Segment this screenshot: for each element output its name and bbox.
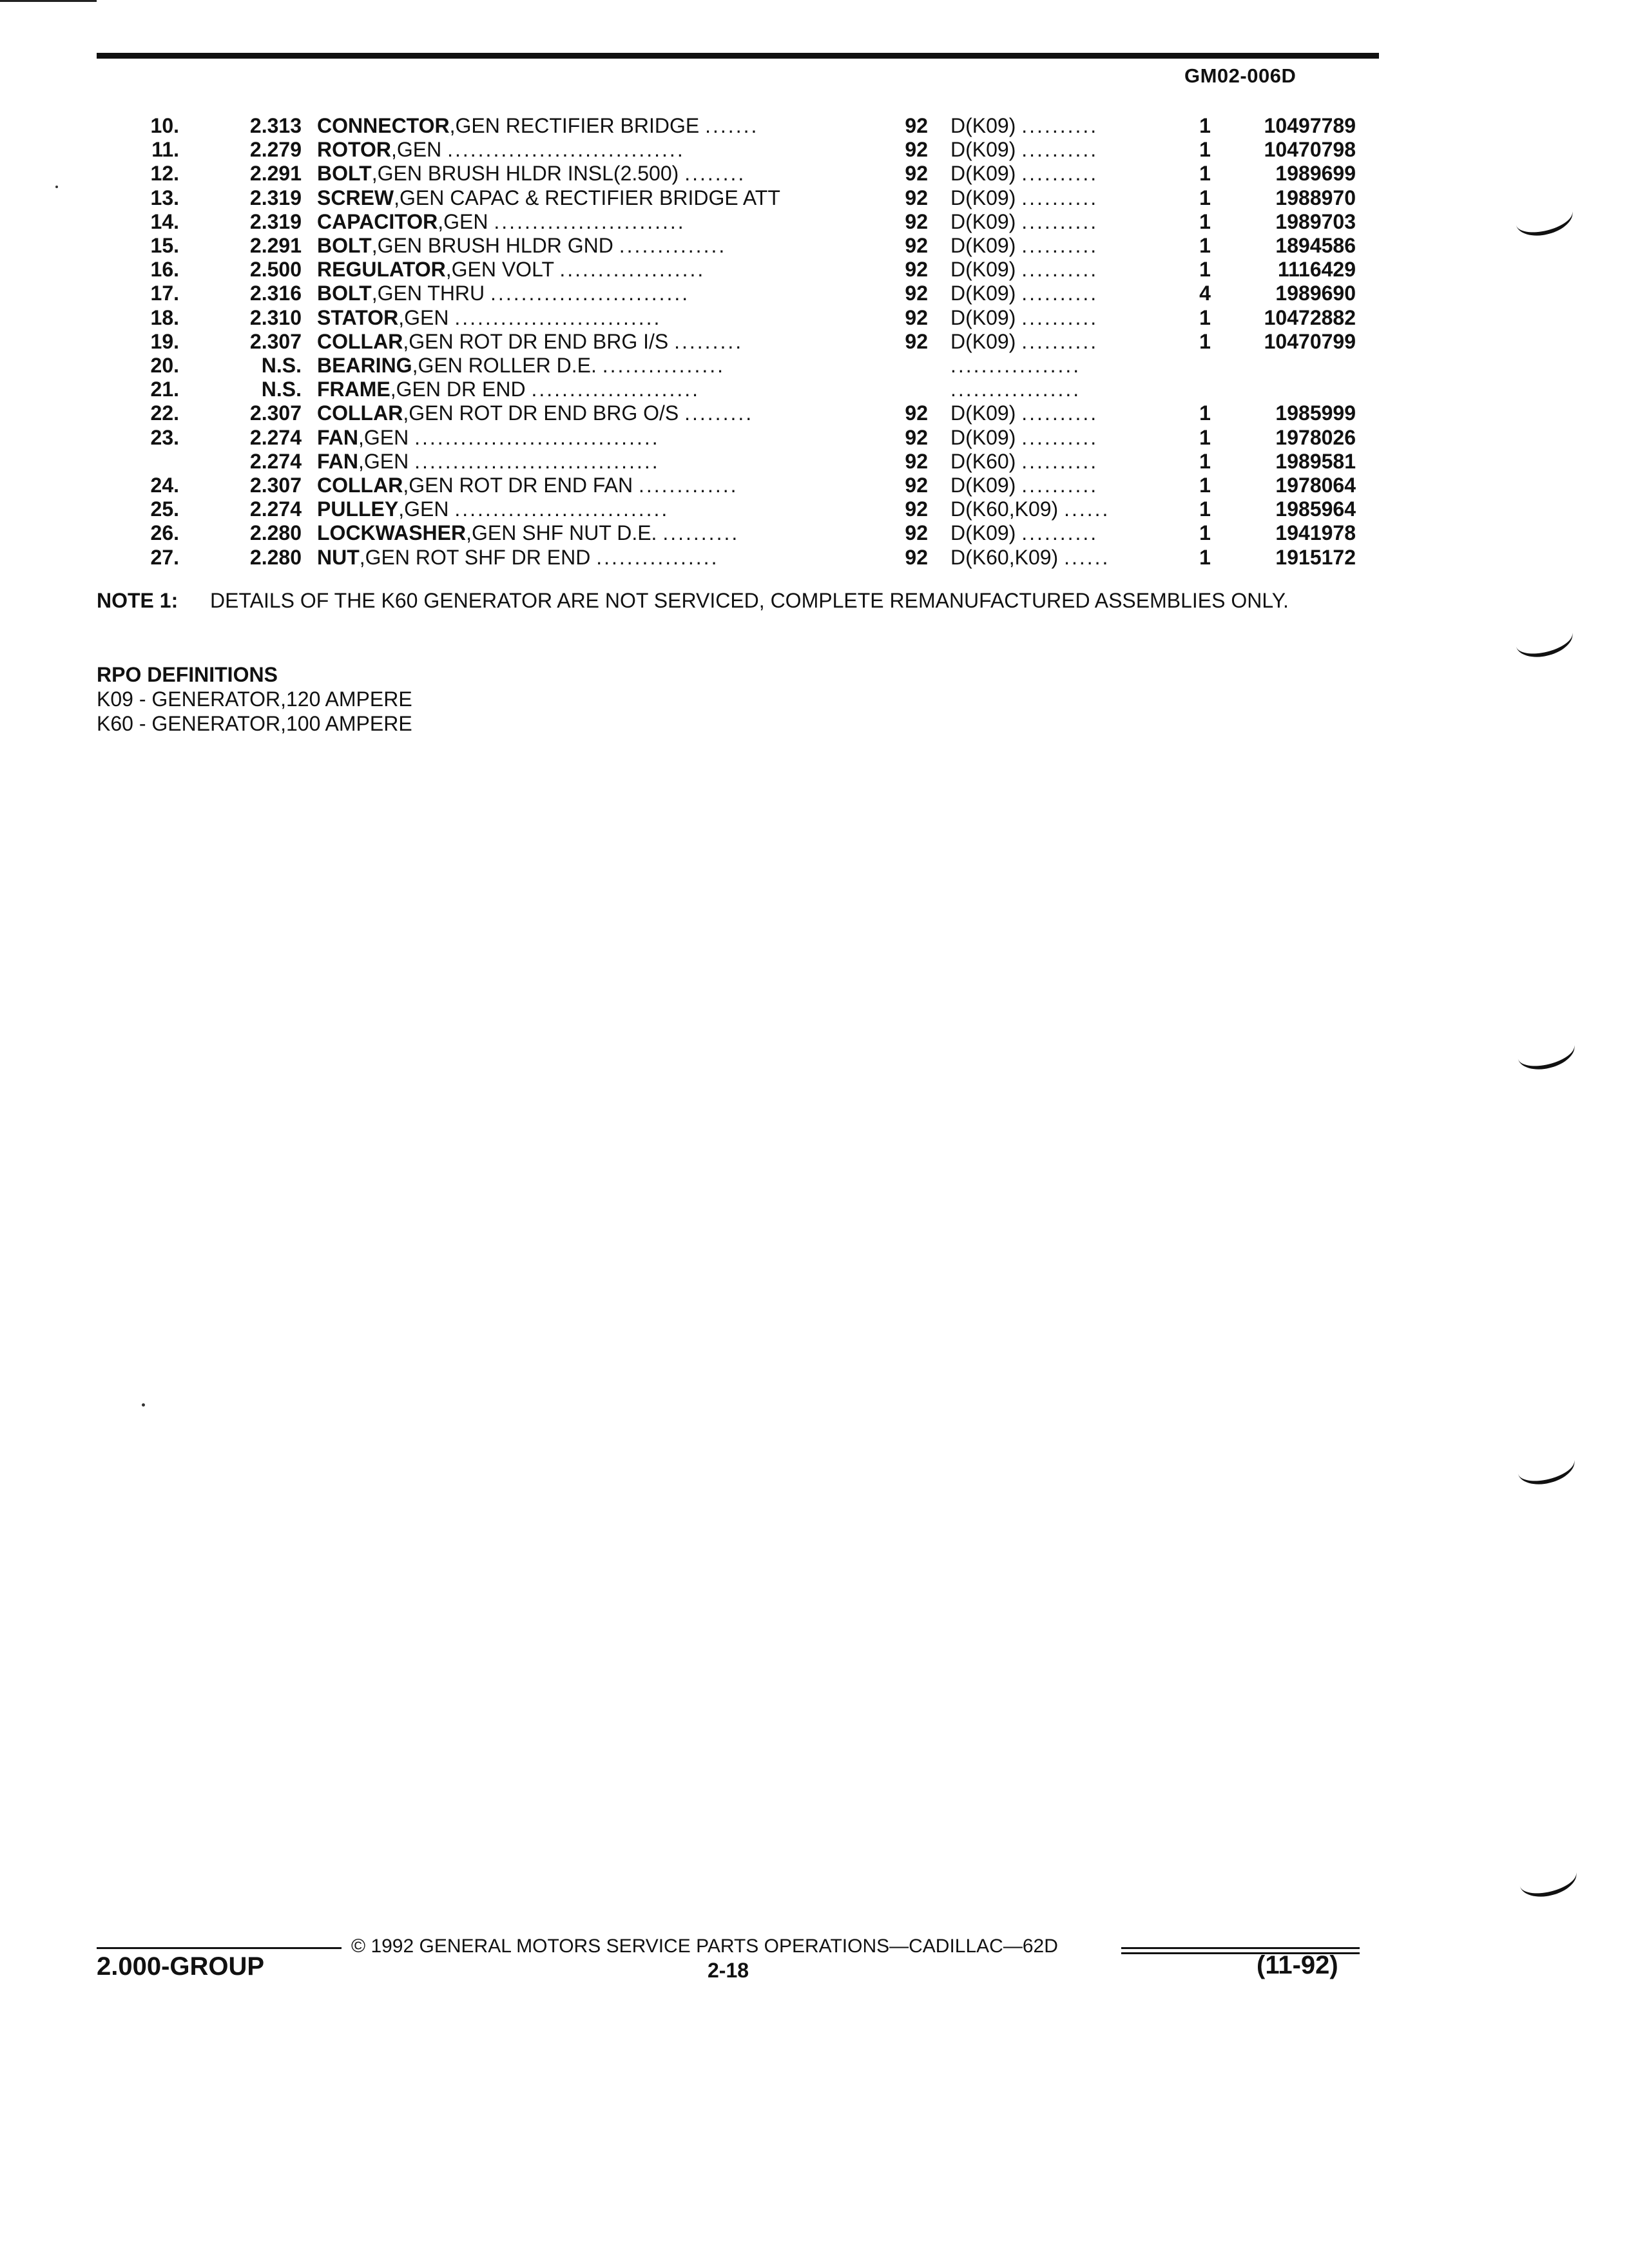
quantity: 1 bbox=[1199, 545, 1211, 569]
model-year: 92 bbox=[905, 209, 928, 233]
usage-code bbox=[950, 209, 1170, 234]
part-description bbox=[317, 281, 845, 305]
model-year: 92 bbox=[905, 162, 928, 186]
group-number: 2.274 bbox=[249, 425, 302, 449]
usage-leader-dots: .......... bbox=[1021, 401, 1099, 425]
leader-dots: ................... bbox=[559, 258, 706, 282]
item-number: 20. bbox=[150, 354, 179, 377]
model-year: 92 bbox=[905, 329, 928, 353]
part-name: PULLEY bbox=[317, 497, 399, 521]
scan-speck bbox=[142, 1403, 145, 1407]
item-number: 13. bbox=[150, 186, 179, 209]
binder-hole-mark bbox=[1517, 1860, 1580, 1902]
quantity: 1 bbox=[1199, 234, 1211, 257]
usage-text: D(K09) bbox=[950, 521, 1016, 545]
part-detail: ,GEN bbox=[358, 425, 409, 449]
rpo-definitions bbox=[97, 662, 412, 736]
usage-text: D(K60,K09) bbox=[950, 497, 1059, 521]
part-detail: ,GEN THRU bbox=[371, 282, 485, 305]
revision-date: (11-92) bbox=[1257, 1951, 1338, 1979]
part-detail: ,GEN RECTIFIER BRIDGE bbox=[449, 114, 700, 137]
usage-code bbox=[950, 137, 1170, 162]
part-description bbox=[317, 473, 845, 497]
group-number: 2.307 bbox=[249, 474, 302, 497]
rpo-item-k60: K60 - GENERATOR,100 AMPERE bbox=[97, 712, 412, 735]
part-row bbox=[0, 186, 1418, 210]
part-name: BOLT bbox=[317, 162, 372, 186]
usage-leader-dots: .......... bbox=[1021, 209, 1099, 233]
document-code: GM02-006D bbox=[1184, 64, 1296, 87]
part-detail: ,GEN ROT DR END FAN bbox=[403, 474, 633, 497]
usage-leader-dots: .......... bbox=[1021, 521, 1099, 545]
usage-text: D(K09) bbox=[950, 234, 1016, 257]
usage-text: D(K09) bbox=[950, 209, 1016, 233]
part-description bbox=[317, 449, 845, 474]
part-detail: ,GEN bbox=[398, 305, 449, 329]
part-row bbox=[0, 257, 1418, 282]
usage-leader-dots: .......... bbox=[1021, 282, 1099, 305]
quantity: 1 bbox=[1199, 209, 1211, 233]
usage-text: D(K09) bbox=[950, 258, 1016, 282]
part-number: 1989699 bbox=[1275, 162, 1356, 186]
part-row bbox=[0, 473, 1418, 497]
group-number: 2.319 bbox=[249, 186, 302, 209]
top-edge-rule bbox=[0, 0, 97, 2]
usage-text: D(K09) bbox=[950, 425, 1016, 449]
usage-code bbox=[950, 521, 1170, 545]
group-number: 2.274 bbox=[249, 497, 302, 521]
usage-code bbox=[950, 497, 1170, 521]
usage-leader-dots: .......... bbox=[1021, 186, 1099, 209]
leader-dots: ......... bbox=[674, 329, 744, 353]
leader-dots: ...................... bbox=[531, 378, 700, 401]
note-text: DETAILS OF THE K60 GENERATOR ARE NOT SERVICED, COMPLETE REMANUFACTURED ASSEMBLIES ONLY. bbox=[210, 589, 1289, 612]
part-detail: ,GEN VOLT bbox=[445, 258, 554, 282]
leader-dots: ........................... bbox=[454, 305, 662, 329]
part-name: COLLAR bbox=[317, 329, 403, 353]
quantity: 1 bbox=[1199, 401, 1211, 425]
quantity: 1 bbox=[1199, 114, 1211, 137]
model-year: 92 bbox=[905, 234, 928, 257]
model-year: 92 bbox=[905, 186, 928, 209]
part-name: BOLT bbox=[317, 234, 372, 257]
usage-leader-dots: .......... bbox=[1021, 162, 1099, 186]
part-row bbox=[0, 377, 1418, 401]
leader-dots: ....... bbox=[705, 114, 759, 137]
leader-dots: ............................... bbox=[447, 138, 685, 162]
part-name: ROTOR bbox=[317, 138, 391, 162]
group-number: 2.291 bbox=[249, 162, 302, 186]
usage-text: D(K09) bbox=[950, 401, 1016, 425]
part-detail: ,GEN bbox=[390, 138, 442, 162]
part-name: FAN bbox=[317, 425, 358, 449]
usage-code bbox=[950, 305, 1170, 330]
group-number: N.S. bbox=[261, 354, 302, 377]
usage-text: D(K09) bbox=[950, 138, 1016, 162]
part-description bbox=[317, 305, 845, 330]
part-number: 1989581 bbox=[1275, 449, 1356, 473]
group-number: 2.310 bbox=[249, 305, 302, 329]
leader-dots: .......... bbox=[662, 521, 740, 545]
part-number: 10472882 bbox=[1264, 305, 1356, 329]
group-number: 2.319 bbox=[249, 209, 302, 233]
scan-speck bbox=[55, 186, 58, 188]
part-row bbox=[0, 545, 1418, 570]
part-detail: ,GEN SHF NUT D.E. bbox=[466, 521, 657, 545]
part-name: FAN bbox=[317, 449, 358, 473]
item-number: 22. bbox=[150, 401, 179, 425]
item-number: 24. bbox=[150, 474, 179, 497]
leader-dots: ........ bbox=[684, 162, 746, 186]
quantity: 1 bbox=[1199, 474, 1211, 497]
model-year: 92 bbox=[905, 545, 928, 569]
part-detail: ,GEN ROT SHF DR END bbox=[359, 545, 591, 569]
usage-code bbox=[950, 186, 1170, 210]
group-number: 2.307 bbox=[249, 329, 302, 353]
usage-leader-dots: .......... bbox=[1021, 138, 1099, 162]
part-detail: ,GEN BRUSH HLDR INSL(2.500) bbox=[371, 162, 679, 186]
quantity: 4 bbox=[1199, 282, 1211, 305]
part-number: 10497789 bbox=[1264, 114, 1356, 137]
part-number: 1915172 bbox=[1275, 545, 1356, 569]
part-detail: ,GEN DR END bbox=[390, 378, 526, 401]
binder-hole-mark bbox=[1515, 1032, 1578, 1075]
part-detail: ,GEN ROT DR END BRG I/S bbox=[403, 329, 669, 353]
usage-code bbox=[950, 113, 1170, 138]
usage-code bbox=[950, 473, 1170, 497]
item-number: 27. bbox=[150, 545, 179, 569]
part-description bbox=[317, 329, 845, 354]
usage-text: D(K09) bbox=[950, 282, 1016, 305]
quantity: 1 bbox=[1199, 138, 1211, 162]
model-year: 92 bbox=[905, 401, 928, 425]
usage-code bbox=[950, 329, 1170, 354]
part-name: CONNECTOR bbox=[317, 114, 450, 137]
model-year: 92 bbox=[905, 282, 928, 305]
model-year: 92 bbox=[905, 258, 928, 282]
part-name: LOCKWASHER bbox=[317, 521, 467, 545]
part-description bbox=[317, 257, 845, 282]
part-detail: ,GEN CAPAC & RECTIFIER BRIDGE ATT bbox=[394, 186, 780, 209]
part-description bbox=[317, 425, 845, 450]
part-number: 1894586 bbox=[1275, 234, 1356, 257]
part-row bbox=[0, 353, 1418, 378]
item-number: 18. bbox=[150, 305, 179, 329]
model-year: 92 bbox=[905, 449, 928, 473]
model-year: 92 bbox=[905, 425, 928, 449]
part-row bbox=[0, 281, 1418, 305]
part-number: 10470798 bbox=[1264, 138, 1356, 162]
part-row bbox=[0, 521, 1418, 545]
usage-code bbox=[950, 257, 1170, 282]
group-number: 2.316 bbox=[249, 282, 302, 305]
leader-dots: ......... bbox=[684, 401, 754, 425]
part-name: REGULATOR bbox=[317, 258, 446, 282]
item-number: 15. bbox=[150, 234, 179, 257]
part-description bbox=[317, 161, 845, 186]
model-year: 92 bbox=[905, 138, 928, 162]
item-number: 12. bbox=[150, 162, 179, 186]
model-year: 92 bbox=[905, 497, 928, 521]
leader-dots: ......................... bbox=[494, 209, 686, 233]
leader-dots: ............................ bbox=[454, 497, 670, 521]
quantity: 1 bbox=[1199, 186, 1211, 209]
part-number: 1941978 bbox=[1275, 521, 1356, 545]
rpo-title: RPO DEFINITIONS bbox=[97, 663, 278, 686]
model-year: 92 bbox=[905, 305, 928, 329]
part-description bbox=[317, 521, 845, 545]
part-detail: ,GEN ROT DR END BRG O/S bbox=[403, 401, 679, 425]
part-number: 1988970 bbox=[1275, 186, 1356, 209]
group-number: 2.280 bbox=[249, 521, 302, 545]
note-label: NOTE 1: bbox=[97, 589, 178, 612]
part-name: NUT bbox=[317, 545, 360, 569]
item-number: 16. bbox=[150, 258, 179, 282]
part-row bbox=[0, 161, 1418, 186]
leader-dots: ................................ bbox=[414, 449, 660, 473]
usage-text: D(K09) bbox=[950, 114, 1016, 137]
quantity: 1 bbox=[1199, 521, 1211, 545]
part-description bbox=[317, 545, 845, 570]
part-description bbox=[317, 113, 845, 138]
item-number: 17. bbox=[150, 282, 179, 305]
usage-code bbox=[950, 161, 1170, 186]
usage-leader-dots: ................. bbox=[950, 354, 1081, 377]
item-number: 11. bbox=[151, 138, 179, 162]
item-number: 10. bbox=[150, 114, 179, 137]
part-number: 1989703 bbox=[1275, 209, 1356, 233]
binder-hole-mark bbox=[1513, 620, 1576, 662]
binder-hole-mark bbox=[1515, 1447, 1578, 1490]
usage-code bbox=[950, 353, 1170, 378]
usage-text: D(K60) bbox=[950, 449, 1016, 473]
footer-rule-right bbox=[1121, 1947, 1360, 1949]
part-row bbox=[0, 305, 1418, 330]
model-year: 92 bbox=[905, 474, 928, 497]
part-row bbox=[0, 137, 1418, 162]
binder-hole-mark bbox=[1513, 198, 1576, 241]
usage-code bbox=[950, 281, 1170, 305]
part-description bbox=[317, 377, 845, 401]
group-label: 2.000-GROUP bbox=[97, 1952, 265, 1981]
group-number: 2.313 bbox=[249, 114, 302, 137]
copyright-text: © 1992 GENERAL MOTORS SERVICE PARTS OPERATIONS—CADILLAC—62D bbox=[351, 1936, 1058, 1957]
part-row bbox=[0, 449, 1418, 474]
quantity: 1 bbox=[1199, 162, 1211, 186]
usage-text: D(K09) bbox=[950, 186, 1016, 209]
usage-text: D(K09) bbox=[950, 329, 1016, 353]
quantity: 1 bbox=[1199, 305, 1211, 329]
usage-leader-dots: .......... bbox=[1021, 474, 1099, 497]
part-description bbox=[317, 209, 845, 234]
quantity: 1 bbox=[1199, 258, 1211, 282]
usage-leader-dots: ...... bbox=[1064, 545, 1110, 569]
usage-leader-dots: .......... bbox=[1021, 425, 1099, 449]
usage-text: D(K09) bbox=[950, 305, 1016, 329]
leader-dots: ................ bbox=[596, 545, 719, 569]
model-year: 92 bbox=[905, 114, 928, 137]
usage-leader-dots: .......... bbox=[1021, 329, 1099, 353]
part-name: FRAME bbox=[317, 378, 390, 401]
usage-text: D(K09) bbox=[950, 474, 1016, 497]
part-description bbox=[317, 353, 845, 378]
part-description bbox=[317, 137, 845, 162]
group-number: 2.274 bbox=[249, 449, 302, 473]
usage-leader-dots: .......... bbox=[1021, 305, 1099, 329]
part-detail: ,GEN BRUSH HLDR GND bbox=[371, 234, 613, 257]
rpo-item-k09: K09 - GENERATOR,120 AMPERE bbox=[97, 687, 412, 711]
leader-dots: .......................... bbox=[490, 282, 690, 305]
part-row bbox=[0, 497, 1418, 521]
item-number: 14. bbox=[150, 209, 179, 233]
group-number: 2.280 bbox=[249, 545, 302, 569]
leader-dots: ................ bbox=[602, 354, 725, 377]
header-rule bbox=[97, 53, 1379, 59]
group-number: N.S. bbox=[261, 378, 302, 401]
usage-code bbox=[950, 545, 1170, 570]
usage-leader-dots: ................. bbox=[950, 378, 1081, 401]
usage-code bbox=[950, 401, 1170, 425]
item-number: 26. bbox=[150, 521, 179, 545]
footer-rule-left bbox=[97, 1947, 342, 1949]
quantity: 1 bbox=[1199, 449, 1211, 473]
part-name: SCREW bbox=[317, 186, 394, 209]
part-number: 1978026 bbox=[1275, 425, 1356, 449]
part-name: BOLT bbox=[317, 282, 372, 305]
group-number: 2.291 bbox=[249, 234, 302, 257]
part-row bbox=[0, 233, 1418, 258]
quantity: 1 bbox=[1199, 497, 1211, 521]
part-description bbox=[317, 186, 845, 210]
item-number: 21. bbox=[150, 378, 179, 401]
part-number: 1116429 bbox=[1277, 258, 1356, 282]
usage-code bbox=[950, 377, 1170, 401]
part-name: BEARING bbox=[317, 354, 412, 377]
part-number: 1989690 bbox=[1275, 282, 1356, 305]
part-row bbox=[0, 329, 1418, 354]
usage-code bbox=[950, 425, 1170, 450]
usage-leader-dots: .......... bbox=[1021, 449, 1099, 473]
group-number: 2.307 bbox=[249, 401, 302, 425]
part-row bbox=[0, 425, 1418, 450]
usage-leader-dots: .......... bbox=[1021, 258, 1099, 282]
group-number: 2.279 bbox=[249, 138, 302, 162]
quantity: 1 bbox=[1199, 425, 1211, 449]
item-number: 19. bbox=[150, 329, 179, 353]
model-year: 92 bbox=[905, 521, 928, 545]
part-row bbox=[0, 113, 1418, 138]
usage-code bbox=[950, 233, 1170, 258]
part-row bbox=[0, 401, 1418, 425]
usage-text: D(K60,K09) bbox=[950, 545, 1059, 569]
usage-leader-dots: ...... bbox=[1064, 497, 1110, 521]
part-detail: ,GEN bbox=[398, 497, 449, 521]
part-detail: ,GEN bbox=[358, 449, 409, 473]
group-number: 2.500 bbox=[249, 258, 302, 282]
part-number: 10470799 bbox=[1264, 329, 1356, 353]
usage-leader-dots: .......... bbox=[1021, 114, 1099, 137]
page-number: 2-18 bbox=[708, 1959, 749, 1982]
leader-dots: ................................ bbox=[414, 425, 660, 449]
usage-code bbox=[950, 449, 1170, 474]
part-description bbox=[317, 233, 845, 258]
part-number: 1985999 bbox=[1275, 401, 1356, 425]
part-number: 1978064 bbox=[1275, 474, 1356, 497]
part-name: COLLAR bbox=[317, 401, 403, 425]
part-number: 1985964 bbox=[1275, 497, 1356, 521]
leader-dots: .............. bbox=[619, 234, 727, 257]
quantity: 1 bbox=[1199, 329, 1211, 353]
part-name: CAPACITOR bbox=[317, 209, 438, 233]
usage-leader-dots: .......... bbox=[1021, 234, 1099, 257]
item-number: 23. bbox=[150, 425, 179, 449]
part-name: STATOR bbox=[317, 305, 399, 329]
part-description bbox=[317, 497, 845, 521]
item-number: 25. bbox=[150, 497, 179, 521]
usage-text: D(K09) bbox=[950, 162, 1016, 186]
part-name: COLLAR bbox=[317, 474, 403, 497]
part-row bbox=[0, 209, 1418, 234]
part-detail: ,GEN bbox=[438, 209, 488, 233]
part-description bbox=[317, 401, 845, 425]
part-detail: ,GEN ROLLER D.E. bbox=[412, 354, 597, 377]
leader-dots: ............. bbox=[638, 474, 738, 497]
